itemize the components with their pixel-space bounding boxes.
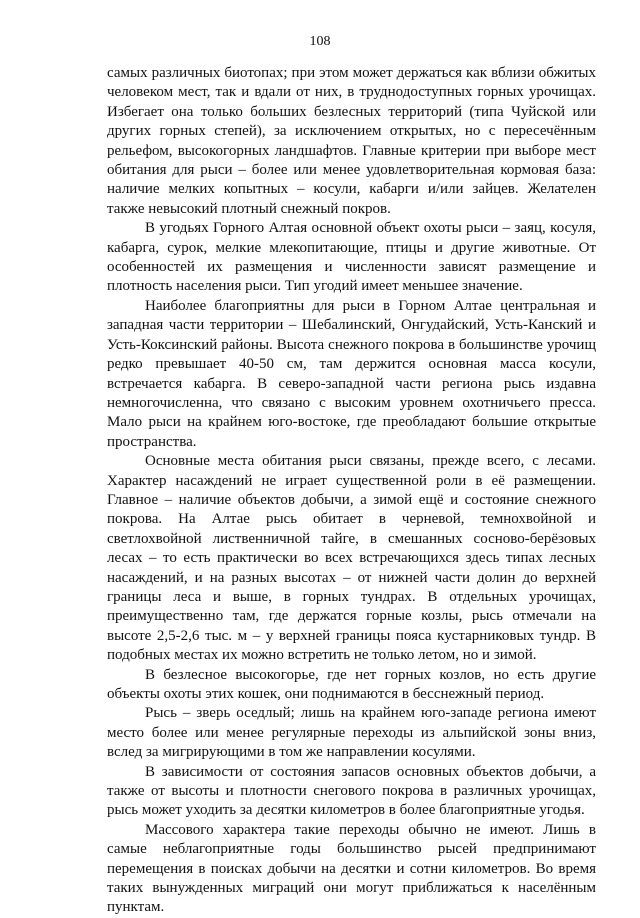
paragraph-continued: самых различных биотопах; при этом может держаться как вблизи обжитых человеком мест, так и вдали от них, в труднодоступных горных урочищах. Избегает она только больших безлесных территорий (типа Чуйской или других горных степей), за исключением открытых, но с пересечённым рельефом, высокогорных ландшафтов. Главные критерии при выборе мест обитания для рыси – более или менее удовлетворительная кормовая база: наличие мелких копытных – косули, кабарги и/или зайцев. Желателен также невысокий плотный снежный покров. [107, 65, 596, 217]
paragraph: Основные места обитания рыси связаны, прежде всего, с лесами. Характер насаждений не играет существенной роли в её размещении. Главное – наличие объектов добычи, а зимой ещё и состояние снежного покрова. На Алтае рысь обитает в черневой, темнохвойной и светлохвойной лиственничной тайге, в смешанных сосново-берёзовых лесах – то есть практически во всех встречающихся здесь типах лесных насаждений, и на разных высотах – от нижней части долин до верхней границы леса и выше, в горных тундрах. В отдельных урочищах, преимущественно там, где держатся горные козлы, рысь отмечали на высоте 2,5-2,6 тыс. м – у верхней границы пояса кустарниковых тундр. В подобных местах их можно встретить не только летом, но и зимой. [107, 453, 596, 664]
body-text [107, 64, 596, 918]
page-number: 108 [309, 34, 331, 49]
paragraph: В угодьях Горного Алтая основной объект охоты рыси – заяц, косуля, кабарга, сурок, мелкие млекопитающие, птицы и другие животные. От особенностей их размещения и численности зависят размещение и плотность населения рыси. Тип угодий имеет меньшее значение. [107, 220, 596, 295]
paragraph: Рысь – зверь оседлый; лишь на крайнем юго-западе региона имеют место более или менее регулярные переходы из альпийской зоны вниз, вслед за мигрирующими в том же направлении косулями. [107, 705, 596, 761]
paragraph: В зависимости от состояния запасов основных объектов добычи, а также от высоты и плотности снегового покрова в различных урочищах, рысь может уходить за десятки километров в более благоприятные угодья. [107, 763, 596, 819]
paragraph: В безлесное высокогорье, где нет горных козлов, но есть другие объекты охоты этих кошек, они поднимаются в бесснежный период. [107, 666, 596, 702]
paragraph: Массового характера такие переходы обычно не имеют. Лишь в самые неблагоприятные годы большинство рысей предпринимают перемещения в поисках добычи на десятки и сотни километров. Во время таких вынужденных миграций они могут приближаться к населённым пунктам. [107, 821, 596, 916]
paragraph: Наиболее благоприятны для рыси в Горном Алтае центральная и западная части территории – Шебалинский, Онгудайский, Усть-Канский и Усть-Коксинский районы. Высота снежного покрова в большинстве урочищ редко превышает 40-50 см, там держится основная масса косули, встречается кабарга. В северо-западной части региона рысь издавна немногочисленна, что связано с высоким уровнем охотничьего пресса. Мало рыси на крайнем юго-востоке, где преобладают большие открытые пространства. [107, 297, 596, 450]
